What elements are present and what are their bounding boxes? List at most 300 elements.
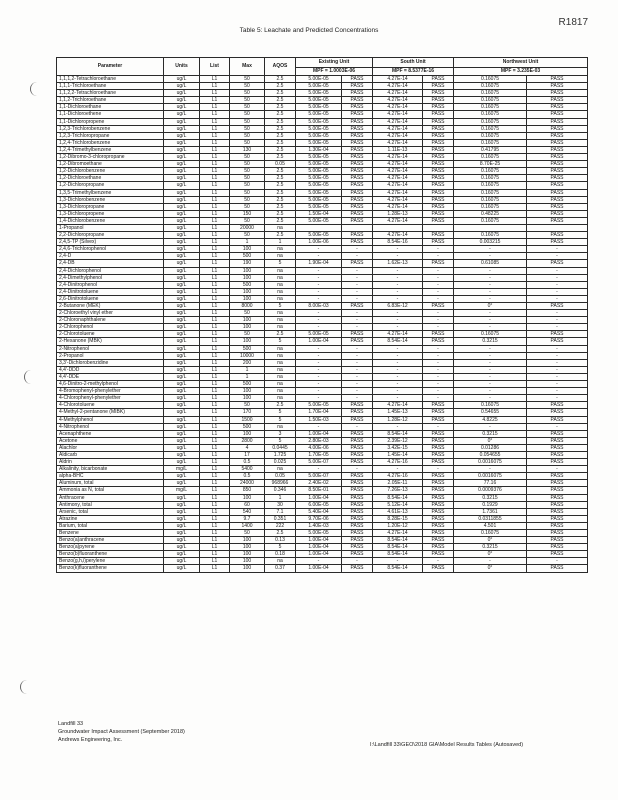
cell-aqos: 7.1: [265, 508, 296, 515]
table-row: [57, 366, 588, 373]
cell-list: L1: [200, 487, 230, 494]
cell-northwest-value: 0.3215: [454, 494, 527, 501]
cell-max: 1: [230, 366, 265, 373]
cell-units: ug/L: [164, 395, 200, 402]
cell-northwest-value: -: [454, 466, 527, 473]
cell-northwest-status: PASS: [527, 338, 588, 345]
cell-south-status: -: [423, 317, 454, 324]
cell-northwest-status: -: [527, 359, 588, 366]
cell-max: 500: [230, 345, 265, 352]
cell-northwest-status: -: [527, 274, 588, 281]
cell-existing-status: PASS: [342, 196, 373, 203]
table-row: [57, 437, 588, 444]
table-row: [57, 544, 588, 551]
cell-south-value: -: [373, 352, 423, 359]
cell-south-status: PASS: [423, 118, 454, 125]
cell-parameter: 2,4-DB: [57, 260, 164, 267]
cell-max: 60: [230, 501, 265, 508]
cell-existing-value: 1.00E-04: [296, 494, 342, 501]
cell-northwest-value: -: [454, 388, 527, 395]
cell-northwest-status: PASS: [527, 161, 588, 168]
cell-max: 500: [230, 281, 265, 288]
cell-existing-status: -: [342, 324, 373, 331]
table-row: [57, 565, 588, 572]
cell-northwest-status: -: [527, 388, 588, 395]
cell-list: L1: [200, 522, 230, 529]
cell-units: ug/L: [164, 423, 200, 430]
cell-aqos: na: [265, 246, 296, 253]
cell-max: 100: [230, 317, 265, 324]
cell-existing-value: 1.40E-03: [296, 522, 342, 529]
cell-northwest-status: PASS: [527, 146, 588, 153]
cell-northwest-value: 0°: [454, 437, 527, 444]
cell-units: ug/L: [164, 416, 200, 423]
cell-northwest-value: -: [454, 423, 527, 430]
cell-existing-status: -: [342, 359, 373, 366]
cell-aqos: na: [265, 224, 296, 231]
cell-parameter: 2-Propanol: [57, 352, 164, 359]
cell-existing-value: -: [296, 359, 342, 366]
cell-south-value: -: [373, 274, 423, 281]
cell-south-status: PASS: [423, 232, 454, 239]
cell-max: 4: [230, 444, 265, 451]
table-row: [57, 246, 588, 253]
cell-northwest-value: 0.16075: [454, 132, 527, 139]
cell-northwest-status: PASS: [527, 303, 588, 310]
page-id: R1817: [558, 17, 588, 28]
cell-parameter: 4,4'-DDD: [57, 366, 164, 373]
cell-south-value: 1.45E-13: [373, 409, 423, 416]
cell-units: ug/L: [164, 352, 200, 359]
cell-existing-value: 1.90E-04: [296, 260, 342, 267]
cell-south-value: -: [373, 317, 423, 324]
cell-units: ug/L: [164, 331, 200, 338]
cell-existing-status: -: [342, 466, 373, 473]
cell-northwest-value: 0.16075: [454, 175, 527, 182]
cell-northwest-status: PASS: [527, 196, 588, 203]
cell-list: L1: [200, 217, 230, 224]
cell-existing-value: 4.00E-06: [296, 444, 342, 451]
cell-list: L1: [200, 125, 230, 132]
cell-existing-status: PASS: [342, 480, 373, 487]
cell-parameter: 2-Chlorotoluene: [57, 331, 164, 338]
cell-aqos: na: [265, 352, 296, 359]
cell-max: 9.7: [230, 515, 265, 522]
table-row: [57, 423, 588, 430]
cell-aqos: 0.025: [265, 459, 296, 466]
table-row: [57, 132, 588, 139]
cell-parameter: 2,2-Dichloropropane: [57, 232, 164, 239]
cell-aqos: na: [265, 288, 296, 295]
cell-existing-value: 5.00E-05: [296, 90, 342, 97]
cell-northwest-value: 0.16075: [454, 83, 527, 90]
cell-list: L1: [200, 274, 230, 281]
cell-south-status: PASS: [423, 175, 454, 182]
cell-units: ug/L: [164, 558, 200, 565]
cell-existing-status: PASS: [342, 139, 373, 146]
cell-northwest-value: 0.003215: [454, 239, 527, 246]
cell-south-status: PASS: [423, 501, 454, 508]
cell-units: ug/L: [164, 274, 200, 281]
cell-aqos: 2.5: [265, 232, 296, 239]
table-row: [57, 395, 588, 402]
cell-aqos: 2.5: [265, 139, 296, 146]
cell-south-value: 2.05E-11: [373, 480, 423, 487]
cell-aqos: 0.346: [265, 487, 296, 494]
cell-northwest-value: -: [454, 558, 527, 565]
cell-south-status: PASS: [423, 210, 454, 217]
cell-south-value: 4.27E-14: [373, 76, 423, 83]
binder-mark: [30, 82, 41, 96]
cell-parameter: 1,1-Dichloroethene: [57, 111, 164, 118]
cell-northwest-value: 0.3215: [454, 544, 527, 551]
cell-northwest-value: 0.16075: [454, 139, 527, 146]
cell-existing-value: 5.00E-05: [296, 182, 342, 189]
cell-aqos: 2.5: [265, 154, 296, 161]
cell-max: 100: [230, 267, 265, 274]
cell-south-status: PASS: [423, 444, 454, 451]
table-row: [57, 480, 588, 487]
cell-parameter: 4,6-Dinitro-2-methylphenol: [57, 381, 164, 388]
cell-list: L1: [200, 359, 230, 366]
table-row: [57, 146, 588, 153]
cell-units: ug/L: [164, 295, 200, 302]
cell-existing-value: 5.00E-05: [296, 139, 342, 146]
cell-aqos: 0.05: [265, 473, 296, 480]
cell-south-status: -: [423, 345, 454, 352]
cell-northwest-value: 0.16075: [454, 203, 527, 210]
cell-northwest-value: 0.01286: [454, 444, 527, 451]
cell-units: ug/L: [164, 530, 200, 537]
cell-south-value: -: [373, 246, 423, 253]
cell-south-value: 2.39E-12: [373, 437, 423, 444]
table-row: [57, 295, 588, 302]
cell-south-value: 4.27E-14: [373, 83, 423, 90]
cell-south-value: 8.54E-14: [373, 494, 423, 501]
cell-existing-status: PASS: [342, 444, 373, 451]
cell-south-value: 4.27E-14: [373, 331, 423, 338]
cell-parameter: alpha-BHC: [57, 473, 164, 480]
cell-south-value: 3.42E-15: [373, 444, 423, 451]
cell-list: L1: [200, 324, 230, 331]
cell-south-status: PASS: [423, 437, 454, 444]
cell-existing-value: 9.70E-06: [296, 515, 342, 522]
cell-max: 50: [230, 189, 265, 196]
cell-northwest-value: -: [454, 324, 527, 331]
cell-units: ug/L: [164, 288, 200, 295]
cell-max: 100: [230, 246, 265, 253]
cell-parameter: 1-Propanol: [57, 224, 164, 231]
cell-south-status: PASS: [423, 480, 454, 487]
cell-aqos: 0.13: [265, 537, 296, 544]
cell-south-value: -: [373, 281, 423, 288]
cell-south-status: PASS: [423, 182, 454, 189]
cell-existing-value: 5.00E-05: [296, 83, 342, 90]
cell-existing-status: PASS: [342, 146, 373, 153]
cell-max: 50: [230, 104, 265, 111]
cell-northwest-value: 0.16075: [454, 118, 527, 125]
cell-south-value: 4.27E-14: [373, 104, 423, 111]
cell-list: L1: [200, 409, 230, 416]
cell-parameter: Benzo(a)anthracene: [57, 537, 164, 544]
cell-list: L1: [200, 508, 230, 515]
cell-south-status: -: [423, 373, 454, 380]
cell-aqos: 2.5: [265, 146, 296, 153]
cell-aqos: na: [265, 423, 296, 430]
cell-existing-value: -: [296, 366, 342, 373]
table-row: [57, 466, 588, 473]
results-table: [56, 57, 588, 573]
cell-south-value: 4.27E-14: [373, 182, 423, 189]
cell-aqos: 2.5: [265, 168, 296, 175]
cell-northwest-status: PASS: [527, 203, 588, 210]
cell-northwest-value: 0.61085: [454, 260, 527, 267]
cell-aqos: 2.5: [265, 83, 296, 90]
cell-northwest-status: PASS: [527, 125, 588, 132]
cell-northwest-status: -: [527, 466, 588, 473]
cell-parameter: 1,2-Dichloropropane: [57, 182, 164, 189]
cell-south-value: 4.27E-14: [373, 530, 423, 537]
cell-south-status: PASS: [423, 338, 454, 345]
cell-northwest-value: -: [454, 395, 527, 402]
cell-existing-status: PASS: [342, 260, 373, 267]
cell-northwest-status: PASS: [527, 473, 588, 480]
cell-existing-value: -: [296, 423, 342, 430]
cell-south-status: PASS: [423, 451, 454, 458]
cell-max: 130: [230, 146, 265, 153]
cell-existing-value: 5.00E-05: [296, 125, 342, 132]
table-row: [57, 118, 588, 125]
cell-units: ug/L: [164, 402, 200, 409]
cell-units: ug/L: [164, 232, 200, 239]
cell-aqos: na: [265, 366, 296, 373]
cell-existing-status: PASS: [342, 409, 373, 416]
cell-aqos: 2.5: [265, 210, 296, 217]
cell-max: 100: [230, 388, 265, 395]
cell-existing-value: 1.50E-03: [296, 416, 342, 423]
header-parameter: Parameter: [57, 58, 164, 76]
cell-south-value: -: [373, 423, 423, 430]
cell-max: 100: [230, 544, 265, 551]
cell-max: 100: [230, 494, 265, 501]
cell-aqos: 1: [265, 239, 296, 246]
cell-existing-status: PASS: [342, 161, 373, 168]
table-row: [57, 253, 588, 260]
cell-existing-value: 6.00E-05: [296, 501, 342, 508]
cell-south-status: -: [423, 310, 454, 317]
cell-list: L1: [200, 395, 230, 402]
cell-existing-status: PASS: [342, 544, 373, 551]
cell-existing-value: [296, 224, 342, 231]
cell-list: L1: [200, 444, 230, 451]
cell-existing-value: -: [296, 466, 342, 473]
cell-northwest-value: 0.16075: [454, 111, 527, 118]
cell-existing-status: PASS: [342, 217, 373, 224]
cell-existing-status: -: [342, 558, 373, 565]
cell-northwest-status: PASS: [527, 437, 588, 444]
cell-list: L1: [200, 161, 230, 168]
cell-units: ug/L: [164, 373, 200, 380]
cell-existing-value: 1.00E-04: [296, 338, 342, 345]
cell-northwest-value: 0.16075: [454, 189, 527, 196]
cell-south-status: PASS: [423, 139, 454, 146]
cell-parameter: 2-Butanone (MEK): [57, 303, 164, 310]
cell-list: L1: [200, 558, 230, 565]
cell-existing-value: 5.00E-05: [296, 402, 342, 409]
cell-aqos: na: [265, 466, 296, 473]
cell-south-status: [423, 224, 454, 231]
cell-existing-status: -: [342, 288, 373, 295]
cell-parameter: Atrazine: [57, 515, 164, 522]
cell-max: 1500: [230, 416, 265, 423]
cell-existing-value: -: [296, 246, 342, 253]
cell-list: L1: [200, 537, 230, 544]
table-row: [57, 551, 588, 558]
cell-list: L1: [200, 501, 230, 508]
cell-aqos: 1.725: [265, 451, 296, 458]
cell-south-value: 8.54E-14: [373, 551, 423, 558]
cell-northwest-status: -: [527, 253, 588, 260]
cell-max: 500: [230, 381, 265, 388]
cell-existing-status: -: [342, 366, 373, 373]
cell-existing-status: PASS: [342, 494, 373, 501]
cell-parameter: 2-Chlorophenol: [57, 324, 164, 331]
cell-existing-value: -: [296, 388, 342, 395]
cell-northwest-value: 0°: [454, 303, 527, 310]
cell-aqos: 30: [265, 501, 296, 508]
cell-existing-status: PASS: [342, 451, 373, 458]
cell-south-value: 8.54E-14: [373, 430, 423, 437]
cell-existing-status: -: [342, 317, 373, 324]
cell-northwest-value: 0.0016075: [454, 459, 527, 466]
cell-list: L1: [200, 544, 230, 551]
cell-northwest-status: PASS: [527, 480, 588, 487]
cell-south-status: PASS: [423, 303, 454, 310]
cell-parameter: 1,2,4-Trichlorobenzene: [57, 139, 164, 146]
cell-northwest-status: PASS: [527, 232, 588, 239]
cell-parameter: 1,1,1-Trichloroethane: [57, 83, 164, 90]
cell-northwest-value: 0°: [454, 551, 527, 558]
cell-northwest-status: PASS: [527, 331, 588, 338]
cell-existing-status: -: [342, 310, 373, 317]
cell-list: L1: [200, 331, 230, 338]
cell-existing-value: 1.00E-04: [296, 430, 342, 437]
cell-list: L1: [200, 459, 230, 466]
cell-list: L1: [200, 466, 230, 473]
cell-northwest-value: 0.1929: [454, 501, 527, 508]
cell-units: ug/L: [164, 508, 200, 515]
cell-parameter: 2,4,6-Trichlorophenol: [57, 246, 164, 253]
cell-south-value: 1.45E-14: [373, 451, 423, 458]
cell-existing-value: 1.00E-06: [296, 239, 342, 246]
table-row: [57, 317, 588, 324]
cell-units: ug/L: [164, 260, 200, 267]
cell-parameter: 1,2-Dichloroethane: [57, 175, 164, 182]
cell-existing-value: -: [296, 324, 342, 331]
cell-south-status: PASS: [423, 189, 454, 196]
cell-max: 10000: [230, 352, 265, 359]
table-row: [57, 409, 588, 416]
cell-aqos: 5: [265, 260, 296, 267]
cell-units: ug/L: [164, 324, 200, 331]
cell-south-status: PASS: [423, 565, 454, 572]
cell-south-status: PASS: [423, 132, 454, 139]
cell-existing-status: PASS: [342, 125, 373, 132]
cell-northwest-status: PASS: [527, 451, 588, 458]
cell-max: 50: [230, 97, 265, 104]
cell-existing-value: -: [296, 373, 342, 380]
cell-south-status: PASS: [423, 90, 454, 97]
cell-list: L1: [200, 515, 230, 522]
cell-parameter: 1,2-Dibromo-3-chloropropane: [57, 154, 164, 161]
cell-northwest-value: 0°: [454, 537, 527, 544]
header-northwest-unit: Northwest Unit: [454, 58, 588, 68]
cell-northwest-value: -: [454, 352, 527, 359]
cell-aqos: 5: [265, 303, 296, 310]
cell-units: ug/L: [164, 381, 200, 388]
cell-list: L1: [200, 246, 230, 253]
cell-existing-status: [342, 224, 373, 231]
cell-existing-value: 5.00E-05: [296, 154, 342, 161]
cell-existing-status: PASS: [342, 522, 373, 529]
table-row: [57, 97, 588, 104]
table-row: [57, 515, 588, 522]
cell-list: L1: [200, 373, 230, 380]
cell-list: L1: [200, 267, 230, 274]
cell-south-status: PASS: [423, 97, 454, 104]
cell-parameter: 4-Methylphenol: [57, 416, 164, 423]
cell-northwest-value: 0.3215: [454, 338, 527, 345]
cell-existing-value: -: [296, 310, 342, 317]
cell-max: 100: [230, 274, 265, 281]
binder-mark: [24, 370, 35, 384]
cell-south-status: -: [423, 366, 454, 373]
cell-list: L1: [200, 288, 230, 295]
cell-existing-status: PASS: [342, 501, 373, 508]
cell-existing-value: -: [296, 381, 342, 388]
cell-northwest-status: -: [527, 373, 588, 380]
cell-list: L1: [200, 260, 230, 267]
cell-existing-status: PASS: [342, 437, 373, 444]
cell-existing-value: 5.00E-07: [296, 473, 342, 480]
cell-south-value: 8.54E-14: [373, 544, 423, 551]
cell-existing-value: 1.30E-04: [296, 146, 342, 153]
cell-south-value: 4.27E-14: [373, 111, 423, 118]
cell-list: L1: [200, 295, 230, 302]
cell-northwest-value: 0.16075: [454, 217, 527, 224]
cell-max: 50: [230, 111, 265, 118]
cell-aqos: 0.37: [265, 565, 296, 572]
cell-list: L1: [200, 97, 230, 104]
cell-south-status: -: [423, 381, 454, 388]
cell-south-value: 4.27E-14: [373, 139, 423, 146]
table-row: [57, 530, 588, 537]
cell-max: 50: [230, 217, 265, 224]
cell-existing-value: 8.00E-03: [296, 303, 342, 310]
cell-south-value: 4.27E-14: [373, 154, 423, 161]
cell-existing-value: 1.70E-05: [296, 451, 342, 458]
cell-existing-value: 5.00E-05: [296, 175, 342, 182]
cell-list: L1: [200, 388, 230, 395]
cell-existing-value: 5.00E-05: [296, 111, 342, 118]
cell-list: L1: [200, 182, 230, 189]
cell-max: 0.5: [230, 459, 265, 466]
cell-units: ug/L: [164, 224, 200, 231]
cell-northwest-status: PASS: [527, 111, 588, 118]
cell-aqos: 1: [265, 494, 296, 501]
cell-list: L1: [200, 381, 230, 388]
cell-existing-status: -: [342, 423, 373, 430]
